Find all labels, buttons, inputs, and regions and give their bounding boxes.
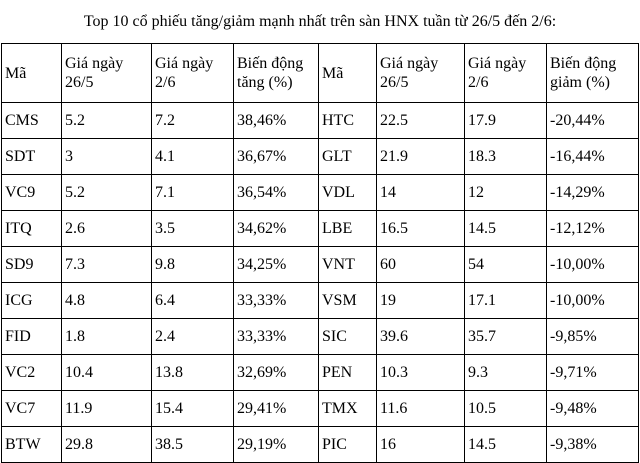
cell-gain-change: 34,62%	[234, 211, 319, 247]
cell-loss-change: -9,85%	[547, 319, 639, 355]
cell-loss-price-start: 19	[377, 283, 465, 319]
cell-loss-ticker: PIC	[319, 427, 377, 463]
table-row	[2, 139, 639, 175]
cell-loss-price-end: 10.5	[465, 391, 547, 427]
cell-gain-ticker: VC2	[2, 355, 62, 391]
table-row	[2, 355, 639, 391]
cell-loss-price-start: 60	[377, 247, 465, 283]
cell-gain-change: 36,67%	[234, 139, 319, 175]
header-gain-price-end: Giá ngày 2/6	[152, 44, 234, 103]
table-row	[2, 247, 639, 283]
cell-gain-ticker: ICG	[2, 283, 62, 319]
cell-loss-ticker: SIC	[319, 319, 377, 355]
cell-loss-price-end: 54	[465, 247, 547, 283]
cell-loss-change: -16,44%	[547, 139, 639, 175]
cell-gain-ticker: SDT	[2, 139, 62, 175]
header-loss-change: Biến động giảm (%)	[547, 44, 639, 103]
cell-gain-price-start: 4.8	[62, 283, 152, 319]
cell-loss-price-end: 14.5	[465, 427, 547, 463]
cell-loss-price-start: 16.5	[377, 211, 465, 247]
cell-gain-price-start: 1.8	[62, 319, 152, 355]
table-row	[2, 103, 639, 139]
cell-gain-price-start: 10.4	[62, 355, 152, 391]
cell-loss-change: -12,12%	[547, 211, 639, 247]
header-gain-ticker: Mã	[2, 44, 62, 103]
cell-gain-price-end: 2.4	[152, 319, 234, 355]
cell-loss-change: -9,48%	[547, 391, 639, 427]
table-body	[2, 103, 639, 463]
cell-gain-price-start: 7.3	[62, 247, 152, 283]
table-row	[2, 427, 639, 463]
cell-gain-change: 29,19%	[234, 427, 319, 463]
cell-gain-change: 38,46%	[234, 103, 319, 139]
cell-gain-price-start: 29.8	[62, 427, 152, 463]
table-header-row	[2, 44, 639, 103]
cell-loss-ticker: VSM	[319, 283, 377, 319]
cell-gain-price-end: 7.1	[152, 175, 234, 211]
page-title: Top 10 cổ phiếu tăng/giảm mạnh nhất trên sàn HNX tuần từ 26/5 đến 2/6:	[83, 13, 557, 30]
cell-gain-price-start: 5.2	[62, 175, 152, 211]
cell-loss-price-end: 14.5	[465, 211, 547, 247]
cell-loss-ticker: TMX	[319, 391, 377, 427]
cell-gain-price-end: 38.5	[152, 427, 234, 463]
cell-loss-price-end: 18.3	[465, 139, 547, 175]
table-row	[2, 211, 639, 247]
cell-loss-price-start: 22.5	[377, 103, 465, 139]
cell-loss-change: -9,38%	[547, 427, 639, 463]
cell-gain-price-start: 11.9	[62, 391, 152, 427]
header-gain-change: Biến động tăng (%)	[234, 44, 319, 103]
cell-loss-ticker: GLT	[319, 139, 377, 175]
cell-gain-price-start: 3	[62, 139, 152, 175]
cell-gain-change: 32,69%	[234, 355, 319, 391]
cell-loss-price-end: 17.9	[465, 103, 547, 139]
table-row	[2, 391, 639, 427]
cell-gain-ticker: CMS	[2, 103, 62, 139]
cell-loss-price-end: 35.7	[465, 319, 547, 355]
cell-gain-change: 36,54%	[234, 175, 319, 211]
cell-gain-price-end: 4.1	[152, 139, 234, 175]
cell-gain-change: 33,33%	[234, 319, 319, 355]
cell-gain-price-end: 13.8	[152, 355, 234, 391]
cell-loss-ticker: PEN	[319, 355, 377, 391]
cell-loss-price-start: 39.6	[377, 319, 465, 355]
cell-gain-price-end: 3.5	[152, 211, 234, 247]
cell-loss-price-start: 21.9	[377, 139, 465, 175]
cell-gain-price-end: 7.2	[152, 103, 234, 139]
cell-loss-price-end: 17.1	[465, 283, 547, 319]
cell-gain-ticker: BTW	[2, 427, 62, 463]
cell-loss-ticker: VDL	[319, 175, 377, 211]
cell-loss-ticker: HTC	[319, 103, 377, 139]
cell-gain-ticker: ITQ	[2, 211, 62, 247]
cell-loss-price-start: 16	[377, 427, 465, 463]
table-row	[2, 175, 639, 211]
table-row	[2, 319, 639, 355]
cell-gain-price-end: 9.8	[152, 247, 234, 283]
cell-loss-change: -10,00%	[547, 283, 639, 319]
stock-table	[1, 43, 639, 463]
cell-loss-change: -10,00%	[547, 247, 639, 283]
cell-loss-price-start: 10.3	[377, 355, 465, 391]
cell-loss-ticker: LBE	[319, 211, 377, 247]
cell-gain-change: 34,25%	[234, 247, 319, 283]
cell-gain-ticker: SD9	[2, 247, 62, 283]
cell-loss-price-start: 11.6	[377, 391, 465, 427]
cell-gain-price-end: 6.4	[152, 283, 234, 319]
cell-gain-change: 29,41%	[234, 391, 319, 427]
cell-gain-price-start: 2.6	[62, 211, 152, 247]
cell-loss-price-start: 14	[377, 175, 465, 211]
cell-gain-price-end: 15.4	[152, 391, 234, 427]
cell-gain-ticker: VC7	[2, 391, 62, 427]
header-loss-ticker: Mã	[319, 44, 377, 103]
header-loss-price-start: Giá ngày 26/5	[377, 44, 465, 103]
cell-gain-price-start: 5.2	[62, 103, 152, 139]
cell-gain-ticker: VC9	[2, 175, 62, 211]
cell-loss-price-end: 9.3	[465, 355, 547, 391]
cell-loss-price-end: 12	[465, 175, 547, 211]
cell-loss-ticker: VNT	[319, 247, 377, 283]
cell-gain-change: 33,33%	[234, 283, 319, 319]
cell-loss-change: -14,29%	[547, 175, 639, 211]
table-row	[2, 283, 639, 319]
cell-loss-change: -20,44%	[547, 103, 639, 139]
header-gain-price-start: Giá ngày 26/5	[62, 44, 152, 103]
cell-gain-ticker: FID	[2, 319, 62, 355]
cell-loss-change: -9,71%	[547, 355, 639, 391]
header-loss-price-end: Giá ngày 2/6	[465, 44, 547, 103]
